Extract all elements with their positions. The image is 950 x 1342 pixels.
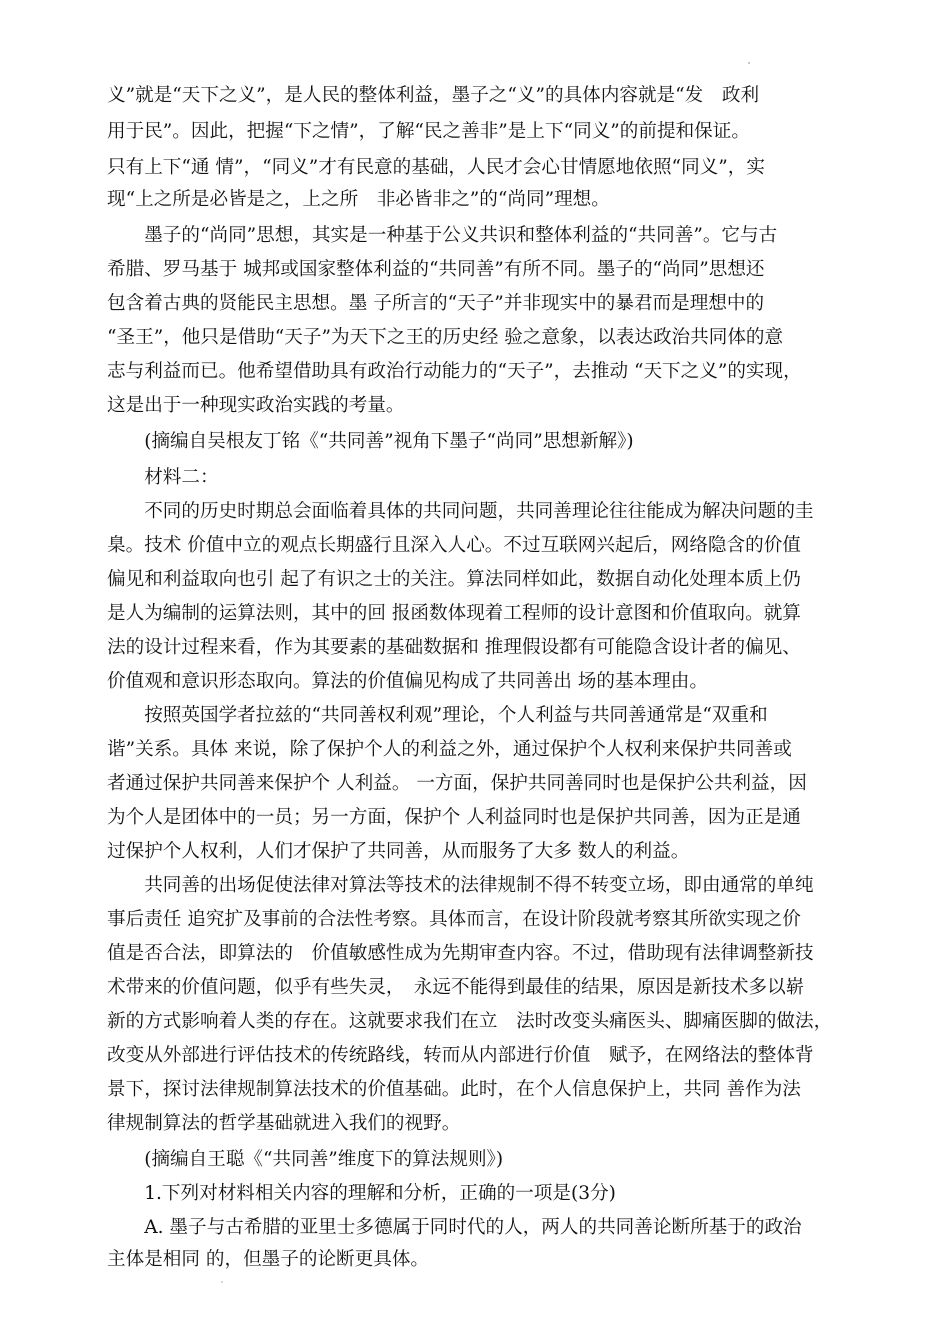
- text-line: (摘编自王聪《“共同善”维度下的算法规则》): [107, 1149, 504, 1170]
- text-line: 希腊、罗马基于 城邦或国家整体利益的“共同善”有所不同。墨子的“尚同”思想还: [107, 259, 765, 280]
- text-line: 按照英国学者拉兹的“共同善权利观”理论，个人利益与共同善通常是“双重和: [107, 705, 768, 726]
- text-line: “圣王”，他只是借助“天子”为天下之王的历史经 验之意象，以表达政治共同体的意: [107, 327, 784, 348]
- text-line: 是人为编制的运算法则，其中的回 报函数体现着工程师的设计意图和价值取向。就算: [107, 603, 801, 624]
- text-line: 事后责任 追究扩及事前的合法性考察。具体而言，在设计阶段就考察其所欲实现之价: [107, 909, 801, 930]
- text-line: 义”就是“天下之义”，是人民的整体利益，墨子之“义”的具体内容就是“发 政利: [107, 85, 760, 106]
- text-line: 用于民”。因此，把握“下之情”，了解“民之善非”是上下“同义”的前提和保证。: [107, 121, 750, 142]
- text-line: 1.下列对材料相关内容的理解和分析，正确的一项是(3分): [107, 1183, 616, 1204]
- text-line: 为个人是团体中的一员；另一方面，保护个 人利益同时也是保护共同善，因为正是通: [107, 807, 801, 828]
- text-line: 景下，探讨法律规制算法技术的价值基础。此时，在个人信息保护上，共同 善作为法: [107, 1079, 801, 1100]
- text-line: 术带来的价值问题，似乎有些失灵， 永远不能得到最佳的结果，原因是新技术多以崭: [107, 977, 805, 998]
- text-line: 志与利益而已。他希望借助具有政治行动能力的“天子”，去推动 “天下之义”的实现，: [107, 361, 802, 382]
- text-line: 值是否合法，即算法的 价值敏感性成为先期审查内容。不过，借助现有法律调整新技: [107, 943, 814, 964]
- text-line: 新的方式影响着人类的存在。这就要求我们在立 法时改变头痛医头、脚痛医脚的做法，: [107, 1011, 833, 1032]
- scan-speck: [221, 1281, 223, 1283]
- text-line: 者通过保护共同善来保护个 人利益。 一方面，保护共同善同时也是保护公共利益，因: [107, 773, 807, 794]
- text-line: 谐”关系。具体 来说，除了保护个人的利益之外，通过保护个人权利来保护共同善或: [107, 739, 792, 760]
- text-line: 改变从外部进行评估技术的传统路线，转而从内部进行价值 赋予，在网络法的整体背: [107, 1045, 814, 1066]
- text-line: 价值观和意识形态取向。算法的价值偏见构成了共同善出 场的基本理由。: [107, 671, 708, 692]
- text-line: 不同的历史时期总会面临着具体的共同问题，共同善理论往往能成为解决问题的圭: [107, 501, 814, 522]
- text-line: 过保护个人权利，人们才保护了共同善，从而服务了大多 数人的利益。: [107, 841, 690, 862]
- text-line: A. 墨子与古希腊的亚里士多德属于同时代的人，两人的共同善论断所基于的政治: [107, 1217, 802, 1238]
- text-line: 材料二：: [107, 467, 219, 488]
- text-line: 共同善的出场促使法律对算法等技术的法律规制不得不转变立场，即由通常的单纯: [107, 875, 814, 896]
- text-line: 偏见和利益取向也引 起了有识之士的关注。算法同样如此，数据自动化处理本质上仍: [107, 569, 801, 590]
- text-line: 包含着古典的贤能民主思想。墨 子所言的“天子”并非现实中的暴君而是理想中的: [107, 293, 765, 314]
- text-line: 只有上下“通 情”，“同义”才有民意的基础，人民才会心甘情愿地依照“同义”，实: [107, 157, 765, 178]
- text-line: 墨子的“尚同”思想，其实是一种基于公义共识和整体利益的“共同善”。它与古: [107, 225, 778, 246]
- text-line: (摘编自吴根友丁铭《“共同善”视角下墨子“尚同”思想新解》): [107, 431, 634, 452]
- scan-speck: [748, 62, 750, 64]
- text-line: 法的设计过程来看，作为其要素的基础数据和 推理假设都有可能隐含设计者的偏见、: [107, 637, 801, 658]
- text-line: 臬。技术 价值中立的观点长期盛行且深入人心。不过互联网兴起后，网络隐含的价值: [107, 535, 801, 556]
- text-line: 现“上之所是必皆是之，上之所 非必皆非之”的“尚同”理想。: [107, 189, 610, 210]
- text-line: 律规制算法的哲学基础就进入我们的视野。: [107, 1113, 461, 1134]
- text-line: 主体是相同 的，但墨子的论断更具体。: [107, 1249, 430, 1270]
- text-line: 这是出于一种现实政治实践的考量。: [107, 395, 405, 416]
